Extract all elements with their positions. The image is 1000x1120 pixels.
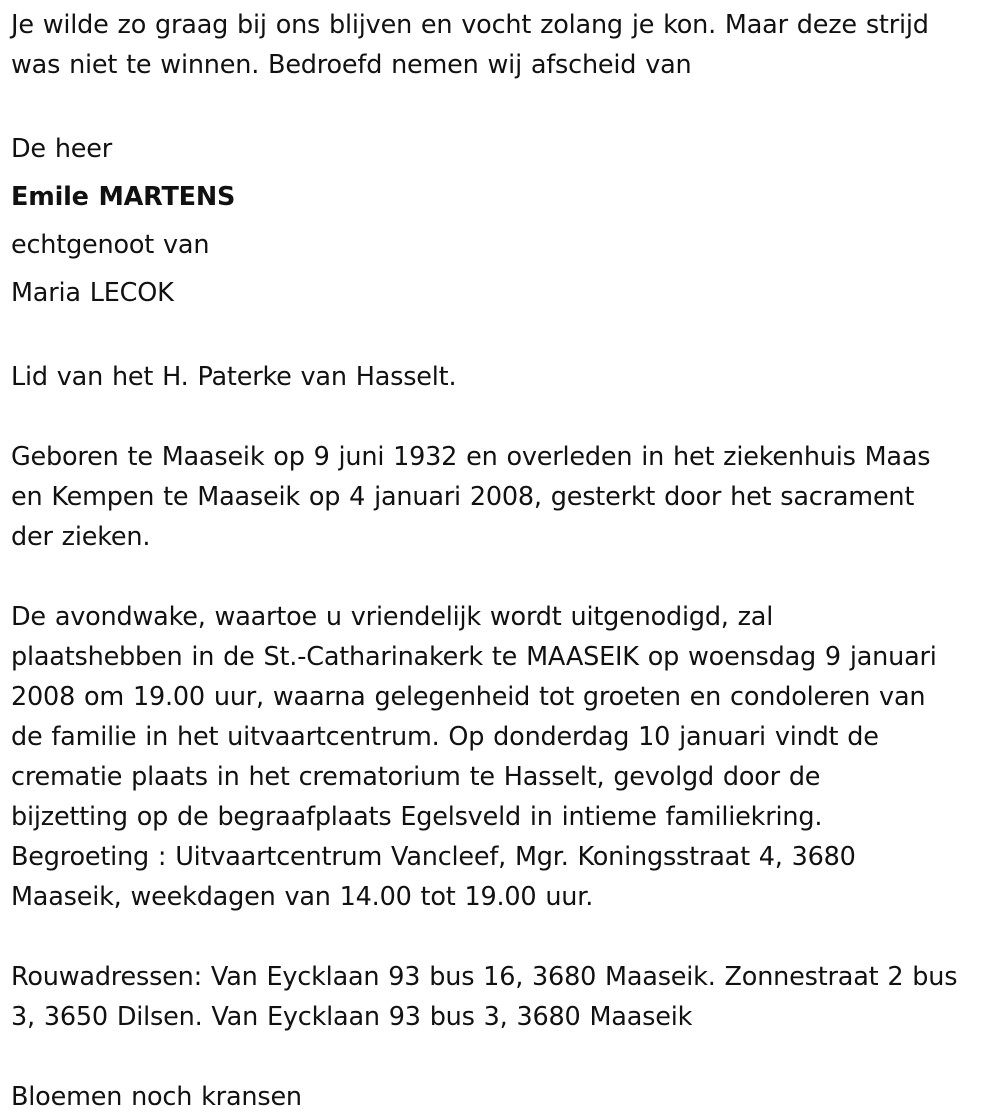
ceremony-paragraph <box>11 597 996 917</box>
salutation: De heer <box>11 134 113 164</box>
intro-paragraph <box>11 5 996 85</box>
ceremony-line: de familie in het uitvaartcentrum. Op donderdag 10 januari vindt de <box>11 722 879 752</box>
ceremony-line: Maaseik, weekdagen van 14.00 tot 19.00 uur. <box>11 882 594 912</box>
spouse-name: Maria LECOK <box>11 278 174 308</box>
birth-death-line: der zieken. <box>11 522 151 552</box>
address-line: Rouwadressen: Van Eycklaan 93 bus 16, 3680 Maaseik. Zonnestraat 2 bus <box>11 962 958 992</box>
membership-line: Lid van het H. Paterke van Hasselt. <box>11 362 457 392</box>
address-line: 3, 3650 Dilsen. Van Eycklaan 93 bus 3, 3680 Maaseik <box>11 1002 693 1032</box>
relation-label: echtgenoot van <box>11 230 210 260</box>
intro-line: was niet te winnen. Bedroefd nemen wij afscheid van <box>11 50 692 80</box>
ceremony-line: 2008 om 19.00 uur, waarna gelegenheid tot groeten en condoleren van <box>11 682 926 712</box>
ceremony-line: plaatshebben in de St.-Catharinakerk te MAASEIK op woensdag 9 januari <box>11 642 937 672</box>
paragraph-gap <box>11 1037 996 1077</box>
paragraph-gap <box>11 85 996 125</box>
paragraph-gap <box>11 397 996 437</box>
paragraph-gap <box>11 317 996 357</box>
obituary-notice <box>11 0 996 1117</box>
birth-death-paragraph <box>11 437 996 557</box>
ceremony-line: crematie plaats in het crematorium te Hasselt, gevolgd door de <box>11 762 821 792</box>
closing-line: Bloemen noch kransen <box>11 1082 302 1112</box>
ceremony-line: Begroeting : Uitvaartcentrum Vancleef, Mgr. Koningsstraat 4, 3680 <box>11 842 856 872</box>
addresses-paragraph <box>11 957 996 1037</box>
ceremony-line: bijzetting op de begraafplaats Egelsveld in intieme familiekring. <box>11 802 823 832</box>
deceased-name: Emile MARTENS <box>11 182 236 212</box>
birth-death-line: en Kempen te Maaseik op 4 januari 2008, gesterkt door het sacrament <box>11 482 915 512</box>
paragraph-gap <box>11 557 996 597</box>
paragraph-gap <box>11 917 996 957</box>
birth-death-line: Geboren te Maaseik op 9 juni 1932 en overleden in het ziekenhuis Maas <box>11 442 931 472</box>
intro-line: Je wilde zo graag bij ons blijven en vocht zolang je kon. Maar deze strijd <box>11 10 929 40</box>
ceremony-line: De avondwake, waartoe u vriendelijk wordt uitgenodigd, zal <box>11 602 774 632</box>
